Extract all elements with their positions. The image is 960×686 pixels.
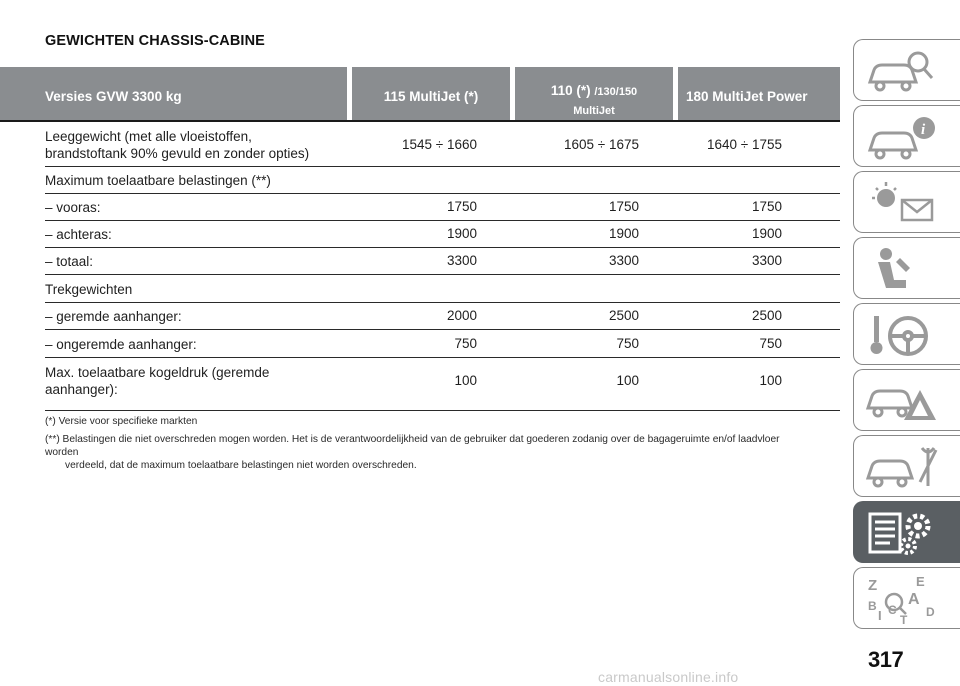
car-maintenance-tools-icon [864, 442, 944, 492]
row-label: – achteras: [45, 227, 112, 242]
index-letter: E [916, 574, 925, 589]
table-row [45, 194, 840, 221]
row-value: 2000 [446, 308, 477, 323]
index-letter: B [868, 599, 877, 613]
row-value: 3300 [608, 253, 639, 268]
index-letter: C [888, 603, 897, 617]
car-search-icon [864, 46, 944, 96]
watermark-text: carmanualsonline.info [598, 669, 739, 685]
row-value: 1750 [446, 199, 477, 214]
row-label: – totaal: [45, 254, 94, 269]
index-letter: Z [868, 577, 878, 594]
specifications-gears-icon [864, 508, 944, 558]
header-underline [0, 120, 840, 122]
row-value: 1640 ÷ 1755 [707, 137, 782, 152]
row-value: 750 [454, 336, 477, 351]
row-value: 750 [616, 336, 639, 351]
tab-emergency[interactable] [853, 369, 960, 431]
header-label-line2: MultiJet [573, 105, 615, 117]
row-value: 1900 [751, 226, 782, 241]
footnote-2-line2: verdeeld, dat de maximum toelaatbare belastingen niet worden overschreden. [65, 460, 417, 471]
tab-maintenance[interactable] [853, 435, 960, 497]
row-label: Trekgewichten [45, 282, 133, 297]
table-row [45, 167, 840, 194]
header-label: Versies GVW 3300 kg [45, 89, 182, 104]
header-cell-180 [678, 67, 840, 121]
row-value: 3300 [751, 253, 782, 268]
footnote-1: (*) Versie voor specifieke markten [45, 416, 198, 427]
row-label: – geremde aanhanger: [45, 309, 182, 324]
table-row [45, 303, 840, 330]
key-steering-wheel-icon [864, 310, 944, 360]
row-value: 100 [454, 373, 477, 388]
row-label-line2: aanhanger): [45, 382, 118, 397]
footnote-2-line1: (**) Belastingen die niet overschreden mogen worden. Het is de verantwoordelijkheid van de gebruiker dat goederen zodanig over de bagageruimte en/of laadvloer worden [45, 434, 780, 458]
svg-text:i: i [921, 122, 926, 138]
header-cell-110 [515, 67, 673, 121]
footnote-2 [45, 433, 815, 472]
row-label [45, 364, 269, 398]
page-title: GEWICHTEN CHASSIS-CABINE [45, 33, 265, 49]
row-value: 2500 [751, 308, 782, 323]
tab-starting-driving[interactable] [853, 303, 960, 365]
header-label: 180 MultiJet Power [686, 89, 808, 104]
row-value: 1750 [608, 199, 639, 214]
tab-index[interactable] [853, 567, 960, 629]
row-value: 1605 ÷ 1675 [564, 137, 639, 152]
row-value: 1900 [446, 226, 477, 241]
row-value: 750 [759, 336, 782, 351]
row-label: – vooras: [45, 200, 101, 215]
row-label-line2: brandstoftank 90% gevuld en zonder opties) [45, 146, 310, 161]
table-row [45, 124, 840, 167]
index-letter: D [926, 605, 935, 619]
page-number: 317 [868, 647, 904, 672]
row-value: 100 [759, 373, 782, 388]
row-value: 3300 [446, 253, 477, 268]
row-label-line1: Max. toelaatbare kogeldruk (geremde [45, 365, 270, 380]
car-info-icon [864, 112, 944, 162]
tab-specifications[interactable] [853, 501, 960, 563]
index-letter: A [908, 591, 920, 608]
seat-airbag-icon [864, 244, 944, 294]
table-row [45, 358, 840, 411]
header-label: 115 MultiJet (*) [383, 89, 479, 104]
row-value: 1900 [608, 226, 639, 241]
row-label: Maximum toelaatbare belastingen (**) [45, 173, 271, 188]
alphabetical-index-icon [864, 574, 944, 624]
row-label-line1: Leeggewicht (met alle vloeistoffen, [45, 129, 252, 144]
warning-light-message-icon [864, 178, 944, 228]
header-label-multi [515, 82, 673, 120]
table-row [45, 275, 840, 303]
row-value: 2500 [608, 308, 639, 323]
row-label: – ongeremde aanhanger: [45, 337, 197, 352]
tab-car-info[interactable] [853, 105, 960, 167]
table-row [45, 248, 840, 275]
row-label [45, 128, 309, 162]
index-letter: T [900, 613, 908, 624]
row-value: 1750 [751, 199, 782, 214]
table-row [45, 221, 840, 248]
header-label-main: 110 (*) [550, 83, 591, 98]
tab-car-search[interactable] [853, 39, 960, 101]
tab-safety[interactable] [853, 237, 960, 299]
header-label-small: /130/150 [594, 86, 638, 98]
table-row [45, 330, 840, 358]
index-letter: I [878, 608, 882, 623]
car-breakdown-warning-icon [864, 376, 944, 426]
row-value: 100 [616, 373, 639, 388]
row-value: 1545 ÷ 1660 [402, 137, 477, 152]
header-cell-115 [352, 67, 510, 121]
tab-warning-lights[interactable] [853, 171, 960, 233]
header-cell-versions [0, 67, 347, 121]
